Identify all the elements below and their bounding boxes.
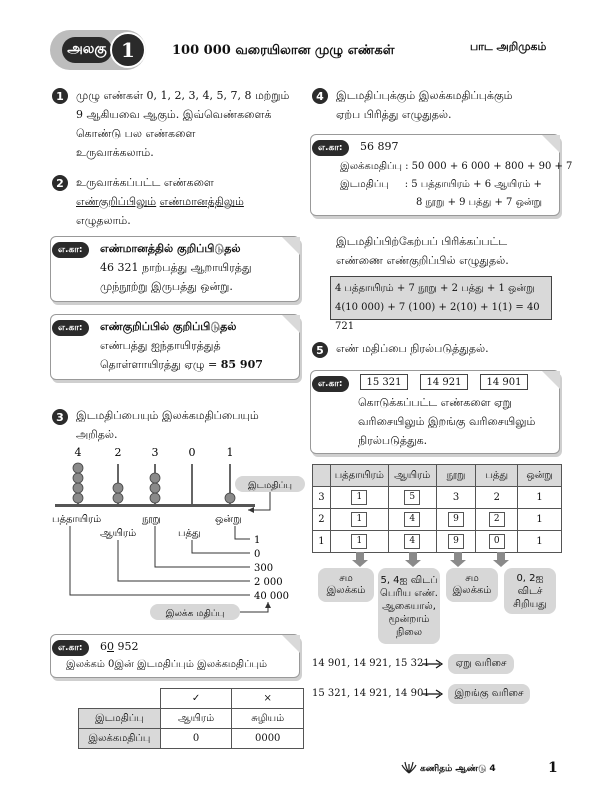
note-same-digit: சம இலக்கம்: [446, 568, 498, 602]
down-arrow-icon: [450, 552, 466, 567]
descending-label: இறங்கு வரிசை: [448, 684, 530, 704]
abacus-digit: 0: [188, 446, 196, 459]
card-b-line-1: எண்பத்து ஐந்தாயிரத்துத்: [100, 339, 221, 352]
card-d-number: 56 897: [360, 140, 399, 153]
unit-number: 1: [110, 32, 146, 68]
face-value: 0: [254, 549, 261, 560]
s1-line-4: உருவாக்கலாம்.: [76, 146, 154, 159]
right-arrow-icon: [422, 688, 446, 700]
step-badge-3: 3: [52, 409, 68, 425]
abacus-bead: [73, 473, 83, 483]
cross-header: ×: [232, 689, 304, 709]
column-header: ஆயிரம்: [388, 465, 436, 487]
column-header: ஒன்று: [518, 465, 562, 487]
face-value: 2 000: [254, 577, 283, 588]
card-b-answer: 85 907: [220, 358, 263, 371]
value-box: 15 321: [360, 374, 408, 390]
s3-line-2: அறிதல்.: [76, 428, 118, 441]
boxed-digit: 4: [404, 534, 420, 549]
s1-line-2: 9 ஆகியவை ஆகும். இவ்வெண்களைக்: [76, 108, 272, 121]
table-cell: 1: [518, 487, 562, 509]
example-tag: எ.கா:: [52, 242, 89, 258]
s4-text: [336, 86, 566, 124]
rank-cell: 3: [313, 487, 331, 509]
table-cell: 2: [476, 487, 518, 509]
abacus-base: [55, 504, 255, 507]
card-e-line-1: கொடுக்கப்பட்ட எண்களை ஏறு: [358, 396, 512, 409]
down-arrow-icon: [493, 552, 509, 567]
example-tag: எ.கா:: [312, 140, 349, 156]
expanded-line-2: 4(10 000) + 7 (100) + 2(10) + 1(1) = 40 721: [335, 302, 540, 332]
note-arrows: [312, 552, 562, 568]
connector-line: [235, 526, 250, 539]
abacus-digit: 1: [226, 446, 234, 459]
value-box: 14 901: [480, 374, 528, 390]
table-cell: 3: [436, 487, 476, 509]
number-underlined-digit: 0: [107, 640, 114, 653]
card-b-title: எண்குறிப்பில் குறிப்பிடுதல்: [100, 320, 237, 333]
number-part: 6: [100, 640, 107, 653]
place-label: ஆயிரம்: [100, 528, 137, 539]
empty-cell: [79, 689, 161, 709]
boxed-digit: 1: [351, 512, 367, 527]
boxed-digit: 0: [489, 534, 505, 549]
page-fold: [282, 315, 300, 333]
mid-line-2: எண்ணை எண்குறிப்பில் எழுதுதல்.: [336, 254, 509, 267]
place-label: பத்து: [178, 528, 201, 539]
ascending-label: ஏறு வரிசை: [448, 654, 514, 674]
page-fold: [282, 635, 300, 653]
s2-underline-1: எண்குறிப்பிலும்: [76, 195, 157, 208]
value-box: 14 921: [420, 374, 468, 390]
step-badge-4: 4: [312, 88, 328, 104]
table-cell: 1: [518, 509, 562, 531]
abacus-bead: [225, 493, 235, 503]
card-e-line-2: வரிசையிலும் இறங்கு வரிசையிலும்: [358, 415, 536, 428]
abacus-bead: [113, 483, 123, 493]
s1-text: [76, 86, 306, 162]
connector-line: [118, 540, 250, 581]
place-label: நூறு: [142, 514, 161, 525]
place-label: ஒன்று: [215, 514, 242, 525]
face-value: 40 000: [254, 591, 289, 602]
mid-text: [336, 232, 566, 270]
abacus-digit: 2: [114, 446, 122, 459]
connector-line: [155, 526, 250, 567]
rank-cell: 1: [313, 531, 331, 553]
abacus-bead: [73, 483, 83, 493]
table-cell: 1: [518, 531, 562, 553]
example-tag: எ.கா:: [52, 640, 89, 656]
column-header: பத்தாயிரம்: [330, 465, 388, 487]
s3-text: [76, 406, 306, 444]
column-header: நூறு: [436, 465, 476, 487]
table-cell: சுழியம்: [232, 709, 304, 729]
card-a-line-1: 46 321 நாற்பத்து ஆறாயிரத்து: [100, 261, 252, 274]
table-row: [313, 531, 562, 553]
page-fold: [282, 237, 300, 255]
step-badge-1: 1: [52, 88, 68, 104]
arrow-head: [265, 602, 271, 608]
s5-line: எண் மதிப்பை நிரல்படுத்துதல்.: [336, 342, 489, 355]
plant-logo-icon: [400, 760, 418, 774]
abacus-bead: [113, 493, 123, 503]
section-title: பாட அறிமுகம்: [470, 40, 547, 53]
example-tag: எ.கா:: [52, 320, 89, 336]
abacus-bead: [150, 493, 160, 503]
table-cell: 0000: [232, 729, 304, 749]
face-value: 1: [254, 535, 261, 546]
place-value-pill-label: இடமதிப்பு: [248, 481, 292, 491]
face-value-pill-label: இலக்க மதிப்பு: [165, 609, 225, 619]
arrow-line: [240, 602, 268, 612]
rank-cell: 2: [313, 509, 331, 531]
column-header: பத்து: [476, 465, 518, 487]
table-cell: ஆயிரம்: [160, 709, 232, 729]
s2-line-1: உருவாக்கப்பட்ட எண்களை: [76, 176, 214, 189]
mid-line-1: இடமதிப்பிற்கேற்பப் பிரிக்கப்பட்ட: [336, 235, 508, 248]
card-d-row-3: 8 நூறு + 9 பத்து + 7 ஒன்று: [416, 197, 543, 208]
card-a-title: எண்மானத்தில் குறிப்பிடுதல்: [100, 242, 241, 255]
boxed-digit: 9: [448, 534, 464, 549]
s4-line-2: ஏற்ப பிரித்து எழுதுதல்.: [336, 108, 452, 121]
down-arrow-icon: [405, 552, 421, 567]
s2-text: [76, 173, 306, 230]
empty-cell: [313, 465, 331, 487]
page-fold: [542, 135, 560, 153]
abacus-digit: 4: [74, 446, 82, 459]
boxed-digit: 9: [448, 512, 464, 527]
s1-line-3: கொண்டு பல எண்களை: [76, 127, 196, 140]
table-row: [313, 487, 562, 509]
abacus-bead: [73, 463, 83, 473]
page-fold: [542, 371, 560, 389]
expanded-line-1: 4 பத்தாயிரம் + 7 நூறு + 2 பத்து + 1 ஒன்று: [335, 283, 535, 294]
card-a-line-2: முந்நூற்று இருபத்து ஒன்று.: [100, 280, 233, 293]
place-label: பத்தாயிரம்: [52, 514, 102, 525]
note-smaller: 0, 2ஐ விடச் சிறியது: [504, 568, 556, 614]
abacus-bead: [73, 493, 83, 503]
row-header: இலக்கமதிப்பு: [79, 729, 161, 749]
step-badge-5: 5: [312, 342, 328, 358]
unit-label: அலகு: [62, 37, 112, 63]
connector-line: [192, 540, 250, 553]
step-badge-2: 2: [52, 175, 68, 191]
number-part: 952: [114, 640, 139, 653]
card-c-line: இலக்கம் 0இன் இடமதிப்பும் இலக்கமதிப்பும்: [66, 659, 268, 670]
card-b-line-2-text: தொள்ளாயிரத்து ஏழு =: [100, 358, 218, 371]
digit-table: [78, 688, 304, 749]
page-title: 100 000 வரையிலான முழு எண்கள்: [172, 43, 395, 58]
card-c-number: [100, 637, 139, 656]
table-cell: 0: [160, 729, 232, 749]
boxed-digit: 5: [404, 490, 420, 505]
abacus-diagram: [40, 440, 320, 625]
abacus-digit: 3: [151, 446, 159, 459]
row-header: இடமதிப்பு: [79, 709, 161, 729]
abacus-bead: [150, 473, 160, 483]
page-number: 1: [548, 760, 558, 776]
note-same-digit: சம இலக்கம்: [318, 568, 374, 602]
arrow-head: [248, 507, 254, 513]
card-e-line-3: நிரல்படுத்துக.: [358, 434, 428, 447]
s2-underline-2: எண்மானத்திலும்: [159, 195, 244, 208]
arrow-line: [248, 492, 270, 510]
down-arrow-icon: [352, 552, 368, 567]
ascending-numbers: 14 901, 14 921, 15 321: [312, 658, 430, 669]
check-header: ✓: [160, 689, 232, 709]
expanded-form-box: [330, 276, 552, 332]
card-b-line-2: [100, 355, 263, 374]
table-row: [313, 509, 562, 531]
card-d-row-1: இலக்கமதிப்பு : 50 000 + 6 000 + 800 + 90 + 7: [340, 161, 573, 172]
s1-line-1: முழு எண்கள் 0, 1, 2, 3, 4, 5, 7, 8 மற்றும்: [76, 89, 290, 102]
footer-book: கணிதம் ஆண்டு 4: [420, 764, 496, 774]
connector-line: [70, 526, 250, 595]
boxed-digit: 2: [489, 512, 505, 527]
descending-numbers: 15 321, 14 921, 14 901: [312, 688, 430, 699]
s3-line-1: இடமதிப்பையும் இலக்கமதிப்பையும்: [76, 409, 259, 422]
s4-line-1: இடமதிப்புக்கும் இலக்கமதிப்புக்கும்: [336, 89, 513, 102]
boxed-digit: 1: [351, 490, 367, 505]
right-arrow-icon: [422, 658, 446, 670]
boxed-digit: 4: [404, 512, 420, 527]
card-d-row-2: இடமதிப்பு : 5 பத்தாயிரம் + 6 ஆயிரம் +: [340, 179, 542, 190]
abacus-bead: [150, 483, 160, 493]
boxed-digit: 1: [351, 534, 367, 549]
card-e-text: [358, 393, 553, 450]
face-value: 300: [254, 563, 274, 574]
ordering-table: [312, 464, 562, 553]
s2-line-3: எழுதலாம்.: [76, 214, 131, 227]
note-greater: 5, 4ஐ விடப் பெரிய எண். ஆகையால், மூன்றாம் நிலை: [378, 568, 440, 644]
example-tag: எ.கா:: [312, 376, 349, 392]
